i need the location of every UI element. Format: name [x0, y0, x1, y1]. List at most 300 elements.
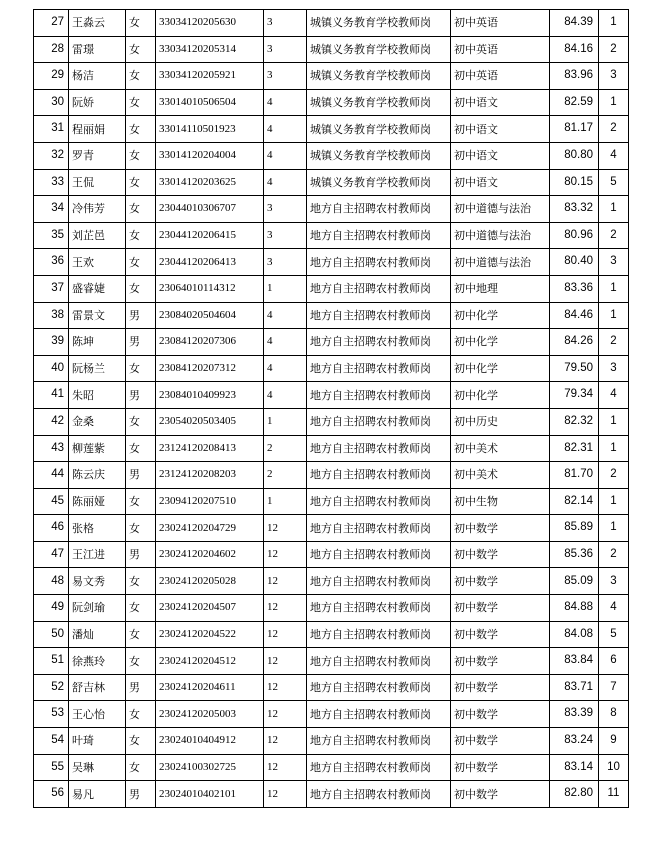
subject-cell: 初中语文 — [451, 169, 550, 196]
gender-cell: 女 — [126, 169, 156, 196]
total-score-cell: 80.80 — [550, 142, 599, 169]
rank-cell: 1 — [599, 275, 629, 302]
total-score-cell: 79.50 — [550, 355, 599, 382]
row-number-cell: 31 — [34, 116, 69, 143]
candidate-name-cell: 陈丽娅 — [69, 488, 126, 515]
subject-cell: 初中数学 — [451, 621, 550, 648]
post-type-cell: 地方自主招聘农村教师岗 — [307, 355, 451, 382]
table-row — [34, 355, 629, 382]
total-score-cell: 80.15 — [550, 169, 599, 196]
table-row — [34, 728, 629, 755]
rank-cell: 7 — [599, 674, 629, 701]
position-count-cell: 1 — [264, 408, 307, 435]
candidate-name-cell: 朱昭 — [69, 382, 126, 409]
subject-cell: 初中数学 — [451, 568, 550, 595]
row-number-cell: 45 — [34, 488, 69, 515]
post-type-cell: 地方自主招聘农村教师岗 — [307, 621, 451, 648]
post-type-cell: 地方自主招聘农村教师岗 — [307, 781, 451, 808]
row-number-cell: 56 — [34, 781, 69, 808]
subject-cell: 初中数学 — [451, 541, 550, 568]
row-number-cell: 54 — [34, 728, 69, 755]
table-row — [34, 568, 629, 595]
candidate-name-cell: 盛睿婕 — [69, 275, 126, 302]
exam-id-cell: 23084010409923 — [156, 382, 264, 409]
post-type-cell: 城镇义务教育学校教师岗 — [307, 10, 451, 37]
exam-id-cell: 33034120205314 — [156, 36, 264, 63]
position-count-cell: 12 — [264, 621, 307, 648]
position-count-cell: 2 — [264, 462, 307, 489]
subject-cell: 初中道德与法治 — [451, 222, 550, 249]
exam-id-cell: 23024120204507 — [156, 595, 264, 622]
table-row — [34, 648, 629, 675]
position-count-cell: 4 — [264, 89, 307, 116]
exam-id-cell: 23124120208413 — [156, 435, 264, 462]
total-score-cell: 84.88 — [550, 595, 599, 622]
rank-cell: 2 — [599, 36, 629, 63]
subject-cell: 初中数学 — [451, 754, 550, 781]
table-row — [34, 382, 629, 409]
position-count-cell: 3 — [264, 249, 307, 276]
candidate-name-cell: 阮娇 — [69, 89, 126, 116]
rank-cell: 8 — [599, 701, 629, 728]
gender-cell: 女 — [126, 621, 156, 648]
post-type-cell: 地方自主招聘农村教师岗 — [307, 701, 451, 728]
row-number-cell: 50 — [34, 621, 69, 648]
position-count-cell: 3 — [264, 36, 307, 63]
total-score-cell: 83.39 — [550, 701, 599, 728]
row-number-cell: 29 — [34, 63, 69, 90]
total-score-cell: 83.71 — [550, 674, 599, 701]
candidate-name-cell: 冷伟芳 — [69, 196, 126, 223]
post-type-cell: 地方自主招聘农村教师岗 — [307, 329, 451, 356]
rank-cell: 1 — [599, 10, 629, 37]
table-row — [34, 754, 629, 781]
exam-id-cell: 23094120207510 — [156, 488, 264, 515]
row-number-cell: 28 — [34, 36, 69, 63]
post-type-cell: 地方自主招聘农村教师岗 — [307, 435, 451, 462]
candidate-name-cell: 王欢 — [69, 249, 126, 276]
candidate-name-cell: 易凡 — [69, 781, 126, 808]
exam-id-cell: 23084020504604 — [156, 302, 264, 329]
rank-cell: 5 — [599, 169, 629, 196]
subject-cell: 初中美术 — [451, 435, 550, 462]
rank-cell: 1 — [599, 515, 629, 542]
candidate-name-cell: 柳莲紫 — [69, 435, 126, 462]
rank-cell: 5 — [599, 621, 629, 648]
rank-cell: 6 — [599, 648, 629, 675]
gender-cell: 女 — [126, 754, 156, 781]
position-count-cell: 12 — [264, 595, 307, 622]
post-type-cell: 地方自主招聘农村教师岗 — [307, 462, 451, 489]
exam-id-cell: 23024120205003 — [156, 701, 264, 728]
table-row — [34, 89, 629, 116]
subject-cell: 初中英语 — [451, 10, 550, 37]
candidate-name-cell: 易文秀 — [69, 568, 126, 595]
position-count-cell: 4 — [264, 382, 307, 409]
rank-cell: 1 — [599, 196, 629, 223]
gender-cell: 女 — [126, 435, 156, 462]
post-type-cell: 城镇义务教育学校教师岗 — [307, 169, 451, 196]
exam-id-cell: 23084120207312 — [156, 355, 264, 382]
exam-id-cell: 33014010506504 — [156, 89, 264, 116]
table-row — [34, 488, 629, 515]
post-type-cell: 地方自主招聘农村教师岗 — [307, 754, 451, 781]
table-row — [34, 169, 629, 196]
table-row — [34, 142, 629, 169]
rank-cell: 11 — [599, 781, 629, 808]
table-row — [34, 595, 629, 622]
rank-cell: 10 — [599, 754, 629, 781]
post-type-cell: 地方自主招聘农村教师岗 — [307, 515, 451, 542]
position-count-cell: 12 — [264, 754, 307, 781]
row-number-cell: 49 — [34, 595, 69, 622]
rank-cell: 4 — [599, 382, 629, 409]
exam-id-cell: 23024010404912 — [156, 728, 264, 755]
candidate-name-cell: 吴琳 — [69, 754, 126, 781]
total-score-cell: 84.26 — [550, 329, 599, 356]
position-count-cell: 4 — [264, 169, 307, 196]
row-number-cell: 41 — [34, 382, 69, 409]
gender-cell: 女 — [126, 568, 156, 595]
gender-cell: 女 — [126, 142, 156, 169]
candidate-name-cell: 金桑 — [69, 408, 126, 435]
post-type-cell: 地方自主招聘农村教师岗 — [307, 382, 451, 409]
post-type-cell: 地方自主招聘农村教师岗 — [307, 568, 451, 595]
gender-cell: 女 — [126, 488, 156, 515]
rank-cell: 3 — [599, 568, 629, 595]
post-type-cell: 地方自主招聘农村教师岗 — [307, 196, 451, 223]
rank-cell: 2 — [599, 462, 629, 489]
subject-cell: 初中化学 — [451, 382, 550, 409]
candidate-name-cell: 王心怡 — [69, 701, 126, 728]
row-number-cell: 42 — [34, 408, 69, 435]
rank-cell: 2 — [599, 541, 629, 568]
post-type-cell: 地方自主招聘农村教师岗 — [307, 302, 451, 329]
subject-cell: 初中数学 — [451, 728, 550, 755]
subject-cell: 初中历史 — [451, 408, 550, 435]
exam-id-cell: 23044120206415 — [156, 222, 264, 249]
gender-cell: 女 — [126, 648, 156, 675]
position-count-cell: 4 — [264, 116, 307, 143]
position-count-cell: 3 — [264, 10, 307, 37]
table-row — [34, 781, 629, 808]
post-type-cell: 地方自主招聘农村教师岗 — [307, 488, 451, 515]
subject-cell: 初中数学 — [451, 515, 550, 542]
position-count-cell: 1 — [264, 275, 307, 302]
gender-cell: 男 — [126, 674, 156, 701]
candidate-name-cell: 潘灿 — [69, 621, 126, 648]
exam-id-cell: 33014120203625 — [156, 169, 264, 196]
post-type-cell: 城镇义务教育学校教师岗 — [307, 63, 451, 90]
row-number-cell: 46 — [34, 515, 69, 542]
gender-cell: 女 — [126, 89, 156, 116]
table-row — [34, 541, 629, 568]
total-score-cell: 82.31 — [550, 435, 599, 462]
row-number-cell: 40 — [34, 355, 69, 382]
row-number-cell: 52 — [34, 674, 69, 701]
row-number-cell: 27 — [34, 10, 69, 37]
table-row — [34, 674, 629, 701]
total-score-cell: 85.09 — [550, 568, 599, 595]
exam-id-cell: 33034120205921 — [156, 63, 264, 90]
total-score-cell: 83.14 — [550, 754, 599, 781]
row-number-cell: 53 — [34, 701, 69, 728]
gender-cell: 女 — [126, 701, 156, 728]
rank-cell: 9 — [599, 728, 629, 755]
row-number-cell: 48 — [34, 568, 69, 595]
gender-cell: 男 — [126, 382, 156, 409]
table-row — [34, 435, 629, 462]
exam-id-cell: 23044010306707 — [156, 196, 264, 223]
exam-id-cell: 23064010114312 — [156, 275, 264, 302]
row-number-cell: 30 — [34, 89, 69, 116]
exam-id-cell: 23124120208203 — [156, 462, 264, 489]
exam-id-cell: 23024100302725 — [156, 754, 264, 781]
total-score-cell: 83.96 — [550, 63, 599, 90]
total-score-cell: 82.80 — [550, 781, 599, 808]
gender-cell: 女 — [126, 408, 156, 435]
total-score-cell: 80.40 — [550, 249, 599, 276]
total-score-cell: 81.70 — [550, 462, 599, 489]
subject-cell: 初中地理 — [451, 275, 550, 302]
gender-cell: 男 — [126, 462, 156, 489]
post-type-cell: 城镇义务教育学校教师岗 — [307, 36, 451, 63]
total-score-cell: 79.34 — [550, 382, 599, 409]
total-score-cell: 83.32 — [550, 196, 599, 223]
row-number-cell: 38 — [34, 302, 69, 329]
gender-cell: 女 — [126, 196, 156, 223]
gender-cell: 女 — [126, 515, 156, 542]
candidate-name-cell: 阮杨兰 — [69, 355, 126, 382]
table-row — [34, 196, 629, 223]
rank-cell: 3 — [599, 63, 629, 90]
rank-cell: 1 — [599, 488, 629, 515]
rank-cell: 1 — [599, 302, 629, 329]
table-row — [34, 621, 629, 648]
subject-cell: 初中生物 — [451, 488, 550, 515]
table-row — [34, 275, 629, 302]
rank-cell: 4 — [599, 595, 629, 622]
subject-cell: 初中英语 — [451, 63, 550, 90]
row-number-cell: 37 — [34, 275, 69, 302]
subject-cell: 初中道德与法治 — [451, 196, 550, 223]
gender-cell: 女 — [126, 595, 156, 622]
gender-cell: 女 — [126, 275, 156, 302]
row-number-cell: 33 — [34, 169, 69, 196]
post-type-cell: 城镇义务教育学校教师岗 — [307, 116, 451, 143]
row-number-cell: 36 — [34, 249, 69, 276]
position-count-cell: 3 — [264, 222, 307, 249]
candidate-name-cell: 陈坤 — [69, 329, 126, 356]
subject-cell: 初中英语 — [451, 36, 550, 63]
total-score-cell: 85.36 — [550, 541, 599, 568]
exam-id-cell: 23044120206413 — [156, 249, 264, 276]
gender-cell: 女 — [126, 222, 156, 249]
post-type-cell: 地方自主招聘农村教师岗 — [307, 674, 451, 701]
exam-id-cell: 23024120204602 — [156, 541, 264, 568]
subject-cell: 初中语文 — [451, 116, 550, 143]
position-count-cell: 3 — [264, 63, 307, 90]
subject-cell: 初中数学 — [451, 674, 550, 701]
candidate-name-cell: 王淼云 — [69, 10, 126, 37]
gender-cell: 女 — [126, 355, 156, 382]
gender-cell: 男 — [126, 302, 156, 329]
subject-cell: 初中数学 — [451, 648, 550, 675]
exam-id-cell: 23024120204522 — [156, 621, 264, 648]
subject-cell: 初中化学 — [451, 302, 550, 329]
post-type-cell: 地方自主招聘农村教师岗 — [307, 222, 451, 249]
gender-cell: 女 — [126, 249, 156, 276]
total-score-cell: 84.46 — [550, 302, 599, 329]
position-count-cell: 12 — [264, 728, 307, 755]
candidate-name-cell: 叶琦 — [69, 728, 126, 755]
total-score-cell: 84.16 — [550, 36, 599, 63]
row-number-cell: 55 — [34, 754, 69, 781]
candidate-name-cell: 王江进 — [69, 541, 126, 568]
total-score-cell: 82.32 — [550, 408, 599, 435]
post-type-cell: 城镇义务教育学校教师岗 — [307, 89, 451, 116]
rank-cell: 1 — [599, 435, 629, 462]
position-count-cell: 1 — [264, 488, 307, 515]
table-row — [34, 36, 629, 63]
candidate-name-cell: 张格 — [69, 515, 126, 542]
total-score-cell: 82.14 — [550, 488, 599, 515]
rank-cell: 3 — [599, 249, 629, 276]
position-count-cell: 3 — [264, 196, 307, 223]
rank-cell: 1 — [599, 408, 629, 435]
subject-cell: 初中语文 — [451, 89, 550, 116]
rank-cell: 1 — [599, 89, 629, 116]
candidate-name-cell: 舒吉林 — [69, 674, 126, 701]
total-score-cell: 83.24 — [550, 728, 599, 755]
exam-id-cell: 23024120204512 — [156, 648, 264, 675]
table-row — [34, 701, 629, 728]
rank-cell: 2 — [599, 116, 629, 143]
total-score-cell: 84.39 — [550, 10, 599, 37]
subject-cell: 初中数学 — [451, 781, 550, 808]
subject-cell: 初中美术 — [451, 462, 550, 489]
rank-cell: 4 — [599, 142, 629, 169]
position-count-cell: 12 — [264, 674, 307, 701]
table-row — [34, 116, 629, 143]
total-score-cell: 83.36 — [550, 275, 599, 302]
gender-cell: 女 — [126, 728, 156, 755]
row-number-cell: 35 — [34, 222, 69, 249]
total-score-cell: 80.96 — [550, 222, 599, 249]
position-count-cell: 4 — [264, 302, 307, 329]
table-row — [34, 408, 629, 435]
exam-id-cell: 33014120204004 — [156, 142, 264, 169]
position-count-cell: 12 — [264, 648, 307, 675]
gender-cell: 男 — [126, 781, 156, 808]
exam-id-cell: 23084120207306 — [156, 329, 264, 356]
subject-cell: 初中道德与法治 — [451, 249, 550, 276]
table-row — [34, 10, 629, 37]
results-table — [33, 9, 629, 808]
gender-cell: 男 — [126, 541, 156, 568]
subject-cell: 初中数学 — [451, 701, 550, 728]
candidate-name-cell: 徐燕玲 — [69, 648, 126, 675]
table-row — [34, 462, 629, 489]
exam-id-cell: 23054020503405 — [156, 408, 264, 435]
exam-id-cell: 23024120204611 — [156, 674, 264, 701]
position-count-cell: 2 — [264, 435, 307, 462]
exam-id-cell: 23024120204729 — [156, 515, 264, 542]
post-type-cell: 地方自主招聘农村教师岗 — [307, 408, 451, 435]
position-count-cell: 4 — [264, 142, 307, 169]
candidate-name-cell: 阮剑瑜 — [69, 595, 126, 622]
post-type-cell: 地方自主招聘农村教师岗 — [307, 275, 451, 302]
table-row — [34, 329, 629, 356]
rank-cell: 2 — [599, 329, 629, 356]
total-score-cell: 81.17 — [550, 116, 599, 143]
gender-cell: 男 — [126, 329, 156, 356]
subject-cell: 初中语文 — [451, 142, 550, 169]
position-count-cell: 4 — [264, 329, 307, 356]
candidate-name-cell: 杨洁 — [69, 63, 126, 90]
table-row — [34, 302, 629, 329]
post-type-cell: 地方自主招聘农村教师岗 — [307, 249, 451, 276]
position-count-cell: 12 — [264, 568, 307, 595]
gender-cell: 女 — [126, 63, 156, 90]
exam-id-cell: 33014110501923 — [156, 116, 264, 143]
post-type-cell: 地方自主招聘农村教师岗 — [307, 595, 451, 622]
position-count-cell: 4 — [264, 355, 307, 382]
rank-cell: 2 — [599, 222, 629, 249]
table-row — [34, 63, 629, 90]
candidate-name-cell: 王侃 — [69, 169, 126, 196]
subject-cell: 初中化学 — [451, 355, 550, 382]
candidate-name-cell: 雷景文 — [69, 302, 126, 329]
position-count-cell: 12 — [264, 781, 307, 808]
table-row — [34, 222, 629, 249]
total-score-cell: 82.59 — [550, 89, 599, 116]
table-row — [34, 249, 629, 276]
row-number-cell: 51 — [34, 648, 69, 675]
post-type-cell: 城镇义务教育学校教师岗 — [307, 142, 451, 169]
rank-cell: 3 — [599, 355, 629, 382]
candidate-name-cell: 刘芷邑 — [69, 222, 126, 249]
row-number-cell: 34 — [34, 196, 69, 223]
subject-cell: 初中数学 — [451, 595, 550, 622]
candidate-name-cell: 罗青 — [69, 142, 126, 169]
position-count-cell: 12 — [264, 541, 307, 568]
row-number-cell: 43 — [34, 435, 69, 462]
total-score-cell: 83.84 — [550, 648, 599, 675]
exam-id-cell: 33034120205630 — [156, 10, 264, 37]
total-score-cell: 85.89 — [550, 515, 599, 542]
subject-cell: 初中化学 — [451, 329, 550, 356]
post-type-cell: 地方自主招聘农村教师岗 — [307, 648, 451, 675]
exam-id-cell: 23024120205028 — [156, 568, 264, 595]
position-count-cell: 12 — [264, 701, 307, 728]
exam-id-cell: 23024010402101 — [156, 781, 264, 808]
position-count-cell: 12 — [264, 515, 307, 542]
total-score-cell: 84.08 — [550, 621, 599, 648]
candidate-name-cell: 陈云庆 — [69, 462, 126, 489]
post-type-cell: 地方自主招聘农村教师岗 — [307, 728, 451, 755]
row-number-cell: 32 — [34, 142, 69, 169]
table-row — [34, 515, 629, 542]
candidate-name-cell: 雷璟 — [69, 36, 126, 63]
post-type-cell: 地方自主招聘农村教师岗 — [307, 541, 451, 568]
row-number-cell: 47 — [34, 541, 69, 568]
candidate-name-cell: 程丽娟 — [69, 116, 126, 143]
gender-cell: 女 — [126, 10, 156, 37]
gender-cell: 女 — [126, 36, 156, 63]
gender-cell: 女 — [126, 116, 156, 143]
row-number-cell: 39 — [34, 329, 69, 356]
